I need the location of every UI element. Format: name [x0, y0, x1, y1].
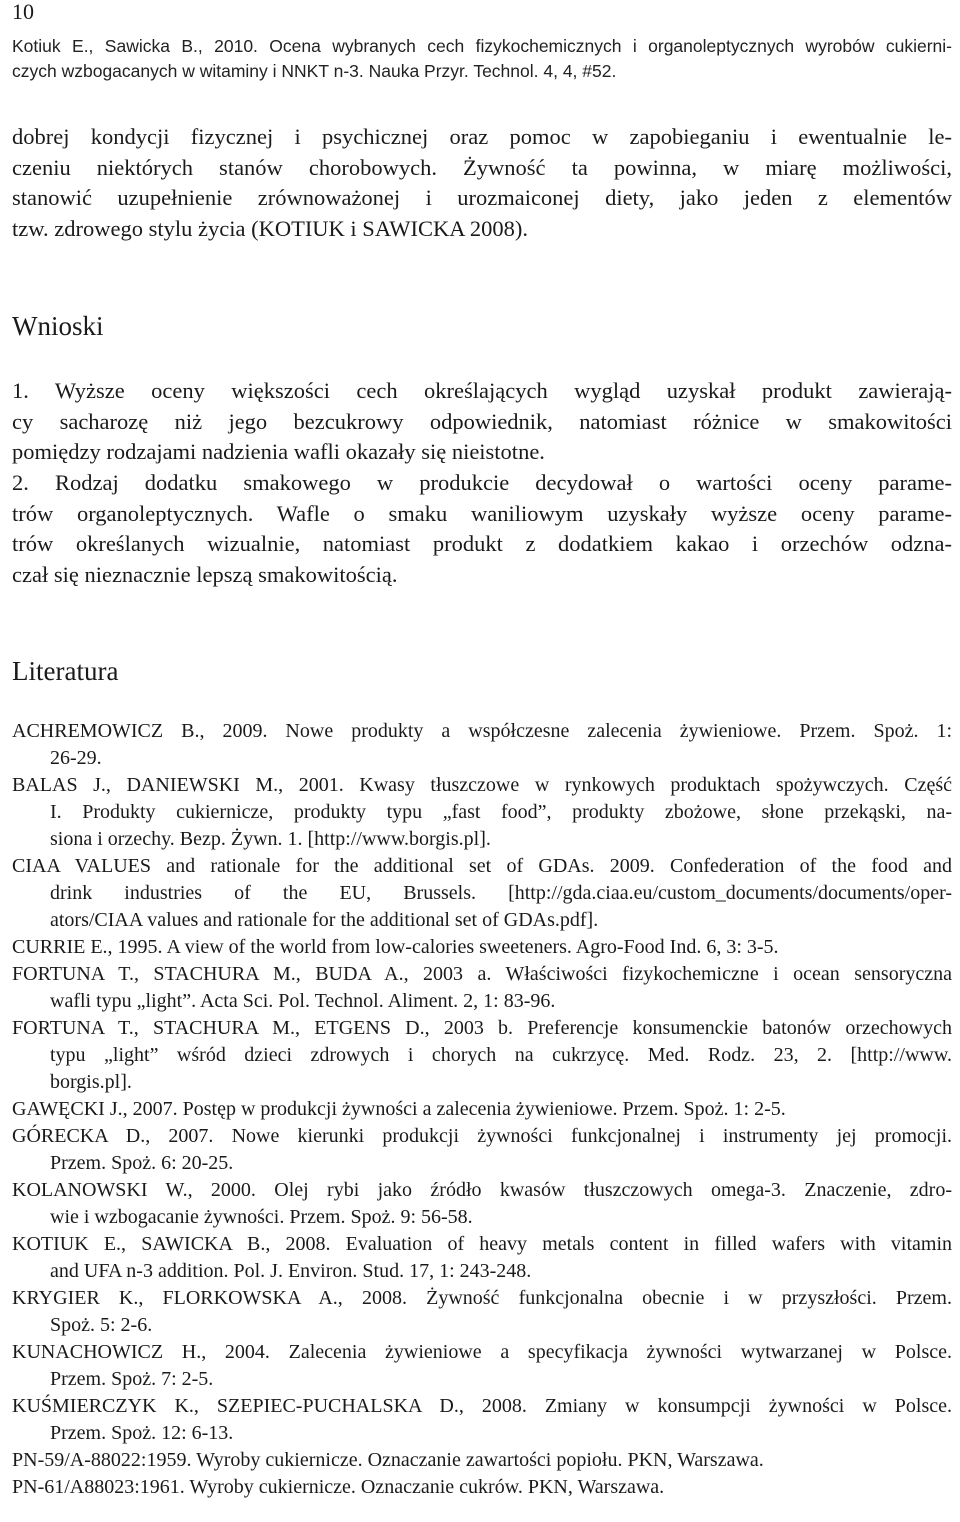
reference-entry	[12, 1231, 952, 1285]
reference-line: KUNACHOWICZ H., 2004. Zalecenia żywieniowe a specyfikacja żywności wytwarzanej w Polsce.	[12, 1341, 952, 1363]
paragraph-line: 2. Rodzaj dodatku smakowego w produkcie decydował o wartości oceny parame-	[12, 470, 952, 495]
conclusion-point-1	[12, 376, 952, 468]
paragraph-line: stanowić uzupełnienie zrównoważonej i urozmaiconej diety, jako jeden z elementów	[12, 185, 952, 210]
reference-line: GAWĘCKI J., 2007. Postęp w produkcji żywności a zalecenia żywieniowe. Przem. Spoż. 1: 2-5.	[12, 1098, 786, 1120]
reference-entry	[12, 961, 952, 1015]
reference-entry	[12, 1339, 952, 1393]
reference-line: siona i orzechy. Bezp. Żywn. 1. [http://www.borgis.pl].	[50, 828, 491, 850]
reference-line: wafli typu „light”. Acta Sci. Pol. Technol. Aliment. 2, 1: 83-96.	[50, 990, 556, 1012]
paragraph-line: 1. Wyższe oceny większości cech określających wygląd uzyskał produkt zawierają-	[12, 378, 952, 403]
literature-heading: Literatura	[12, 656, 119, 686]
reference-entry	[12, 1447, 952, 1474]
reference-line: GÓRECKA D., 2007. Nowe kierunki produkcji żywności funkcjonalnej i instrumenty jej promocji.	[12, 1125, 952, 1147]
reference-line: borgis.pl].	[50, 1071, 132, 1093]
running-head-line: czych wzbogacanych w witaminy i NNKT n-3. Nauka Przyr. Technol. 4, 4, #52.	[12, 61, 617, 81]
reference-entry	[12, 1474, 952, 1501]
paragraph-line: trów organoleptycznych. Wafle o smaku waniliowym uzyskały wyższe oceny parame-	[12, 500, 952, 526]
reference-line: Przem. Spoż. 6: 20-25.	[50, 1152, 234, 1174]
reference-line: 26-29.	[50, 747, 102, 769]
reference-entry	[12, 1123, 952, 1177]
paragraph-line: czeniu niektórych stanów chorobowych. Żywność ta powinna, w miarę możliwości,	[12, 154, 952, 180]
paragraph-line: cy sacharozę niż jego bezcukrowy odpowiednik, natomiast różnice w smakowitości	[12, 408, 952, 434]
reference-line: Spoż. 5: 2-6.	[50, 1314, 153, 1336]
reference-line: FORTUNA T., STACHURA M., ETGENS D., 2003 b. Preferencje konsumenckie batonów orzechowych	[12, 1017, 952, 1039]
reference-line: Przem. Spoż. 7: 2-5.	[50, 1368, 214, 1390]
reference-entry	[12, 1177, 952, 1231]
reference-line: BALAS J., DANIEWSKI M., 2001. Kwasy tłuszczowe w rynkowych produktach spożywczych. Część	[12, 774, 952, 796]
reference-line: PN-59/A-88022:1959. Wyroby cukiernicze. Oznaczanie zawartości popiołu. PKN, Warszawa.	[12, 1449, 764, 1471]
reference-line: and UFA n-3 addition. Pol. J. Environ. Stud. 17, 1: 243-248.	[50, 1260, 532, 1282]
reference-line: Przem. Spoż. 12: 6-13.	[50, 1422, 234, 1444]
reference-entry	[12, 1015, 952, 1096]
reference-entry	[12, 1393, 952, 1447]
reference-line: ators/CIAA values and rationale for the additional set of GDAs.pdf].	[50, 909, 599, 931]
reference-entry	[12, 1096, 952, 1123]
running-head	[12, 34, 952, 84]
reference-entry	[12, 1285, 952, 1339]
reference-line: wie i wzbogacanie żywności. Przem. Spoż. 9: 56-58.	[50, 1206, 473, 1228]
reference-entry	[12, 718, 952, 772]
reference-line: KOLANOWSKI W., 2000. Olej rybi jako źródło kwasów tłuszczowych omega-3. Znaczenie, zdro-	[12, 1179, 952, 1201]
reference-line: KRYGIER K., FLORKOWSKA A., 2008. Żywność funkcjonalna obecnie i w przyszłości. Przem.	[12, 1287, 952, 1309]
reference-line: typu „light” wśród dzieci zdrowych i chorych na cukrzycę. Med. Rodz. 23, 2. [http://www.	[50, 1044, 952, 1066]
reference-line: KUŚMIERCZYK K., SZEPIEC-PUCHALSKA D., 2008. Zmiany w konsumpcji żywności w Polsce.	[12, 1395, 952, 1417]
reference-line: KOTIUK E., SAWICKA B., 2008. Evaluation of heavy metals content in filled wafers with vitamin	[12, 1233, 952, 1255]
paragraph-line: tzw. zdrowego stylu życia (KOTIUK i SAWICKA 2008).	[12, 215, 529, 241]
reference-list	[12, 718, 952, 1501]
running-head-line: Kotiuk E., Sawicka B., 2010. Ocena wybranych cech fizykochemicznych i organoleptycznych wyrobów cukierni-	[12, 36, 952, 56]
reference-line: I. Produkty cukiernicze, produkty typu „fast food”, produkty zbożowe, słone przekąski, na-	[50, 801, 952, 823]
reference-line: PN-61/A88023:1961. Wyroby cukiernicze. Oznaczanie cukrów. PKN, Warszawa.	[12, 1476, 665, 1498]
reference-line: ACHREMOWICZ B., 2009. Nowe produkty a współczesne zalecenia żywieniowe. Przem. Spoż. 1:	[12, 720, 952, 742]
paragraph-line: dobrej kondycji fizycznej i psychicznej oraz pomoc w zapobieganiu i ewentualnie le-	[12, 124, 952, 149]
reference-entry	[12, 934, 952, 961]
paragraph-line: czał się nieznacznie lepszą smakowitością.	[12, 561, 398, 587]
reference-line: CIAA VALUES and rationale for the additional set of GDAs. 2009. Confederation of the food and	[12, 855, 952, 877]
reference-entry	[12, 772, 952, 853]
conclusion-point-2	[12, 468, 952, 590]
page-number: 10	[12, 0, 34, 24]
paragraph-line: pomiędzy rodzajami nadzienia wafli okazały się nieistotne.	[12, 439, 545, 464]
reference-line: FORTUNA T., STACHURA M., BUDA A., 2003 a. Właściwości fizykochemiczne i ocean sensoryczna	[12, 963, 952, 985]
reference-line: drink industries of the EU, Brussels. [http://gda.ciaa.eu/custom_documents/documents/oper-	[50, 882, 952, 904]
conclusions-heading: Wnioski	[12, 311, 104, 341]
paragraph-line: trów określanych wizualnie, natomiast produkt z dodatkiem kakao i orzechów odzna-	[12, 531, 952, 556]
intro-paragraph	[12, 122, 952, 244]
reference-entry	[12, 853, 952, 934]
reference-line: CURRIE E., 1995. A view of the world from low-calories sweeteners. Agro-Food Ind. 6, 3: 3-5.	[12, 936, 779, 958]
